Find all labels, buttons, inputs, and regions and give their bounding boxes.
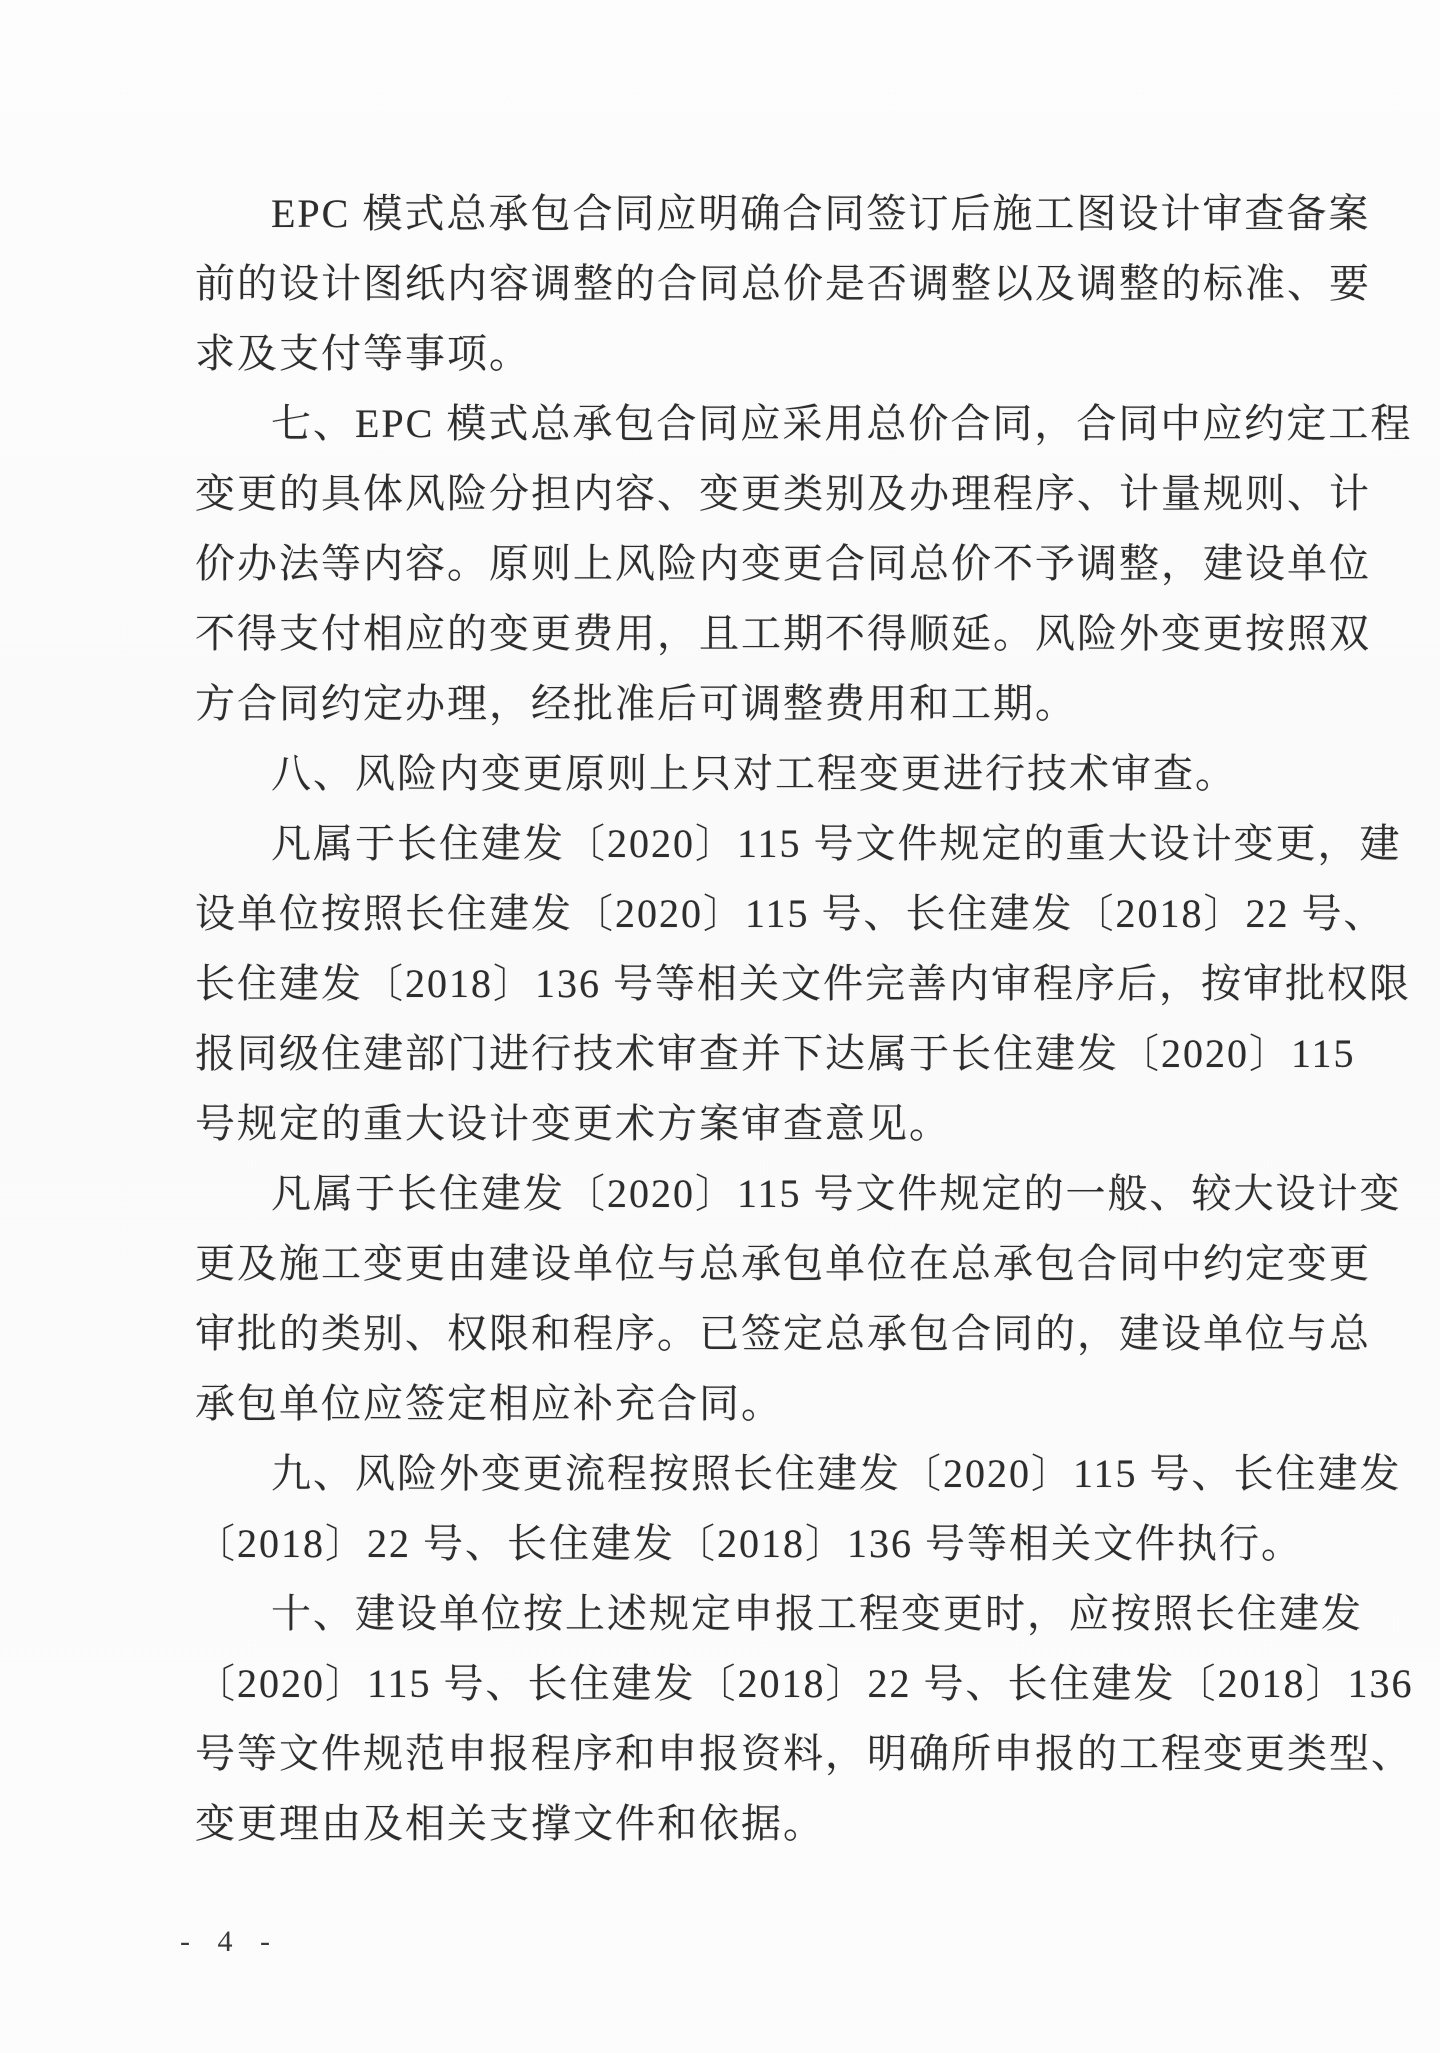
text-line: 方合同约定办理，经批准后可调整费用和工期。 [195,681,1077,726]
text-line: EPC 模式总承包合同应明确合同签订后施工图设计审查备案 [271,191,1371,236]
text-line: 设单位按照长住建发〔2020〕115 号、长住建发〔2018〕22 号、 [195,891,1386,936]
document-body-text [195,182,1414,1862]
text-line: 求及支付等事项。 [195,331,531,376]
text-line: 更及施工变更由建设单位与总承包单位在总承包合同中约定变更 [195,1241,1371,1286]
text-line: 审批的类别、权限和程序。已签定总承包合同的，建设单位与总 [195,1311,1371,1356]
text-line: 凡属于长住建发〔2020〕115 号文件规定的一般、较大设计变 [271,1171,1402,1216]
text-line: 九、风险外变更流程按照长住建发〔2020〕115 号、长住建发 [271,1451,1402,1496]
text-line: 长住建发〔2018〕136 号等相关文件完善内审程序后，按审批权限 [195,961,1411,1006]
text-line: 不得支付相应的变更费用，且工期不得顺延。风险外变更按照双 [195,611,1371,656]
page-number: - 4 - [180,1925,280,1958]
text-line: 〔2020〕115 号、长住建发〔2018〕22 号、长住建发〔2018〕136 [195,1661,1414,1706]
text-line: 凡属于长住建发〔2020〕115 号文件规定的重大设计变更，建 [271,821,1402,866]
text-line: 承包单位应签定相应补充合同。 [195,1381,783,1426]
text-line: 报同级住建部门进行技术审查并下达属于长住建发〔2020〕115 [195,1031,1356,1076]
text-line: 号等文件规范申报程序和申报资料，明确所申报的工程变更类型、 [195,1731,1413,1776]
text-line: 变更的具体风险分担内容、变更类别及办理程序、计量规则、计 [195,471,1371,516]
text-line: 号规定的重大设计变更术方案审查意见。 [195,1101,951,1146]
text-line: 价办法等内容。原则上风险内变更合同总价不予调整，建设单位 [195,541,1371,586]
text-line: 七、EPC 模式总承包合同应采用总价合同，合同中应约定工程 [271,401,1413,446]
text-line: 前的设计图纸内容调整的合同总价是否调整以及调整的标准、要 [195,261,1371,306]
text-line: 〔2018〕22 号、长住建发〔2018〕136 号等相关文件执行。 [195,1521,1303,1566]
text-line: 八、风险内变更原则上只对工程变更进行技术审查。 [271,751,1237,796]
text-line: 十、建设单位按上述规定申报工程变更时，应按照长住建发 [271,1591,1363,1636]
text-line: 变更理由及相关支撑文件和依据。 [195,1801,825,1846]
